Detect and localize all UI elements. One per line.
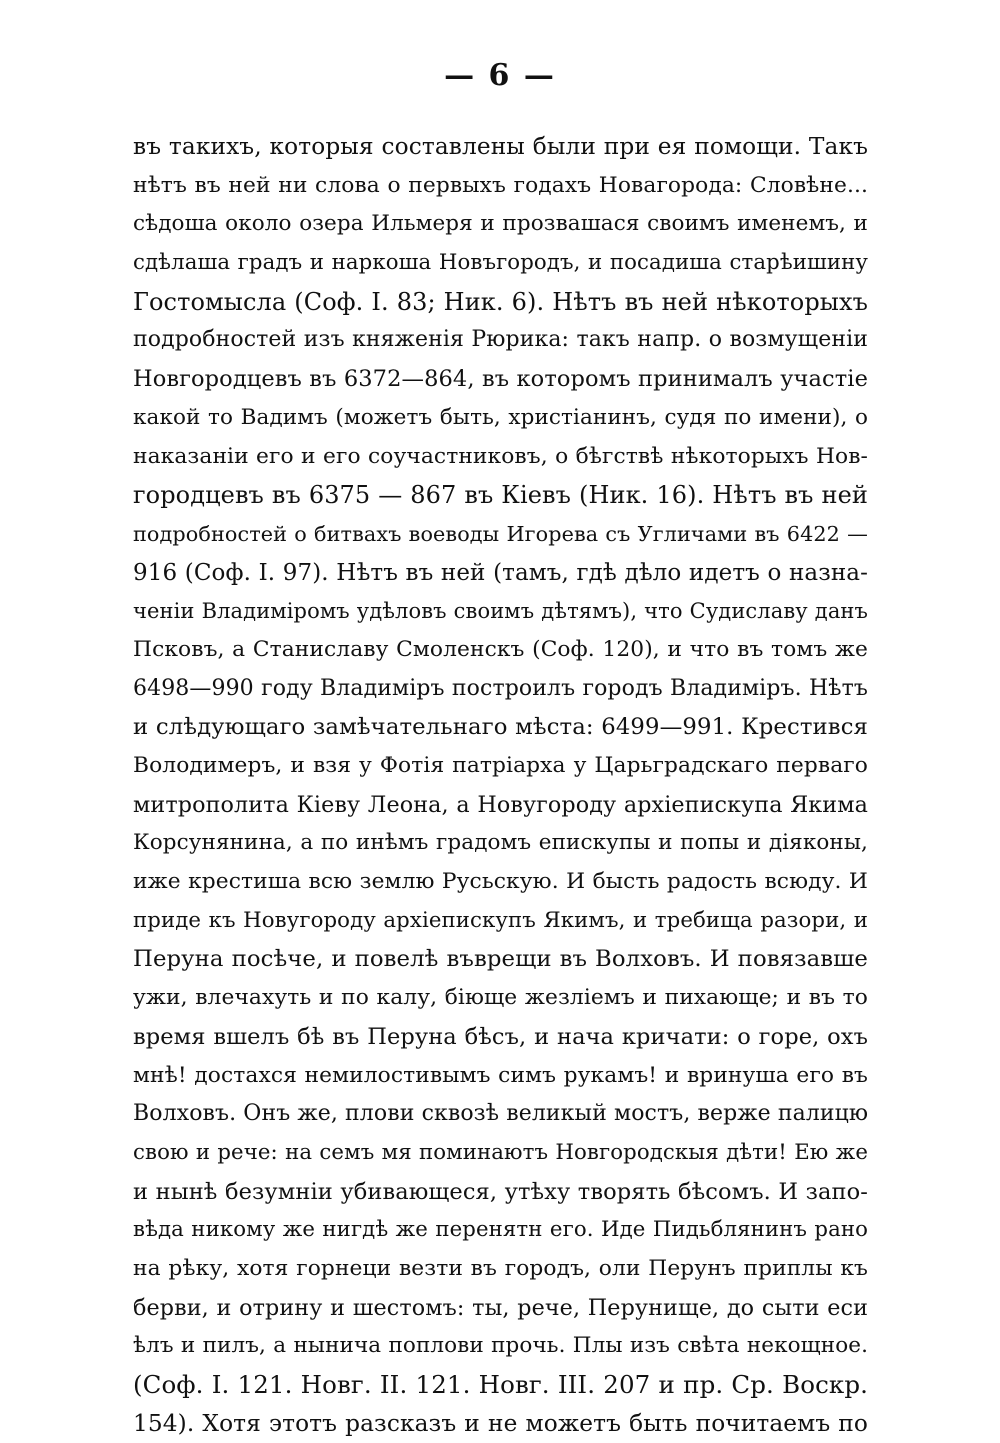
text-line: митрополита Кіеву Леона, а Новугороду архіепискупа Якима <box>133 791 868 818</box>
text-line: вѣда никому же нигдѣ же перенятн его. Иде Пидьблянинъ рано <box>133 1217 868 1243</box>
page-text <box>133 128 868 1443</box>
text-line: ужи, влечахуть и по калу, біюще жезліемъ и пихающе; и въ то <box>133 985 868 1011</box>
text-line: подробностей о битвахъ воеводы Игорева съ Угличами въ 6422 — <box>133 521 868 546</box>
text-line: сдѣлаша градъ и наркоша Новъгородъ, и посадиша старѣишину <box>133 250 868 276</box>
text-line: 154). Хотя этотъ разсказъ и не можетъ быть почитаемъ по <box>133 1409 868 1437</box>
text-line: Псковъ, а Станиславу Смоленскъ (Соф. 120), и что въ томъ же <box>133 636 868 662</box>
text-line: подробностей изъ княженія Рюрика: такъ напр. о возмущеніи <box>133 327 868 353</box>
text-line: на рѣку, хотя горнеци везти въ городъ, оли Перунъ приплы къ <box>133 1255 868 1281</box>
text-line: 6498—990 году Владиміръ построилъ городъ Владиміръ. Нѣтъ <box>133 675 868 701</box>
text-line: иже крестиша всю землю Русьскую. И бысть радость всюду. И <box>133 869 868 895</box>
text-line: сѣдоша около озера Ильмеря и прозвашася своимъ именемъ, и <box>133 211 868 237</box>
text-line: Перуна посѣче, и повелѣ въврещи въ Волховъ. И повязавше <box>133 946 868 973</box>
text-line: Корсунянина, а по инѣмъ градомъ епискупы и попы и діяконы, <box>133 830 868 856</box>
text-line: нѣтъ въ ней ни слова о первыхъ годахъ Новагорода: Словѣне... <box>133 172 868 198</box>
text-line: берви, и отрину и шестомъ: ты, рече, Перунище, до сыти еси <box>133 1294 868 1321</box>
text-line: какой то Вадимъ (можетъ быть, христіанинъ, судя по имени), о <box>133 404 868 430</box>
text-line: свою и рече: на семъ мя поминаютъ Новгородскыя дѣти! Ею же <box>133 1139 868 1165</box>
text-line: наказаніи его и его соучастниковъ, о бѣгствѣ нѣкоторыхъ Нов- <box>133 443 868 469</box>
text-line: приде къ Новугороду архіепискупъ Якимъ, и требища разори, и <box>133 907 868 933</box>
text-line: въ такихъ, которыя составлены были при ея помощи. Такъ <box>133 133 868 160</box>
text-line: (Соф. I. 121. Новг. II. 121. Новг. III. 207 и пр. Ср. Воскр. <box>133 1370 868 1399</box>
text-line: и слѣдующаго замѣчательнаго мѣста: 6499—991. Крестився <box>133 714 868 741</box>
text-line: мнѣ! достахся немилостивымъ симъ рукамъ! и вринуша его въ <box>133 1062 868 1088</box>
text-line: Волховъ. Онъ же, плови сквозѣ великый мостъ, верже палицю <box>133 1101 869 1127</box>
text-line: и нынѣ безумніи убивающеся, утѣху творять бѣсомъ. И запо- <box>133 1178 868 1205</box>
text-line: время вшелъ бѣ въ Перуна бѣсъ, и нача кричати: о горе, охъ <box>133 1023 868 1050</box>
text-line: ѣлъ и пилъ, а нынича поплови прочь. Плы изъ свѣта некощное. <box>133 1333 868 1359</box>
text-line: Новгородцевъ въ 6372—864, въ которомъ принималъ участіе <box>133 366 868 393</box>
text-line: ченіи Владиміромъ удѣловъ своимъ дѣтямъ), что Судиславу данъ <box>133 599 868 624</box>
text-line: Володимеръ, и взя у Фотія патріарха у Царьградскаго перваго <box>133 753 868 778</box>
text-line: Гостомысла (Соф. I. 83; Ник. 6). Нѣтъ въ ней нѣкоторыхъ <box>133 287 868 316</box>
page-number: — 6 — <box>444 58 556 93</box>
text-line: 916 (Соф. I. 97). Нѣтъ въ ней (тамъ, гдѣ дѣло идетъ о назна- <box>133 559 868 586</box>
text-line: городцевъ въ 6375 — 867 въ Кіевъ (Ник. 16). Нѣтъ въ ней <box>133 481 868 510</box>
